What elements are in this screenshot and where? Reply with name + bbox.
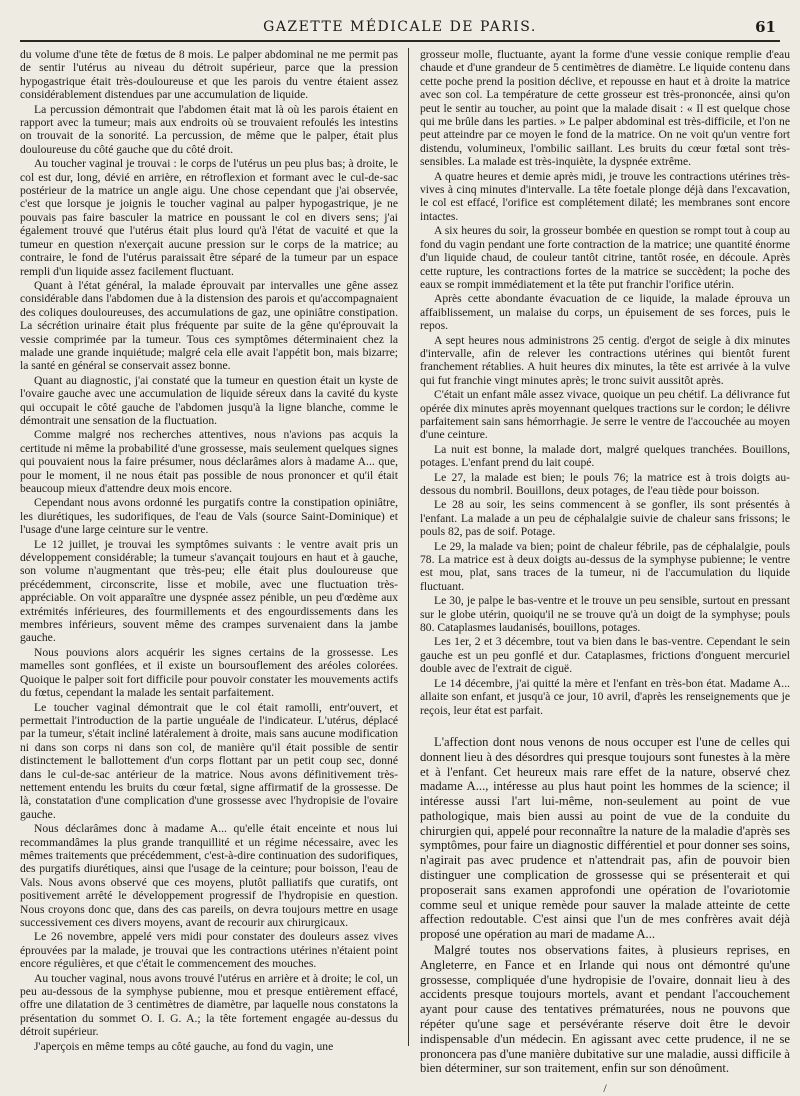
paragraph: Comme malgré nos recherches attentives, nous n'avions pas acquis la certitude ni même la probabilité d'une grossesse, mais seulement quelques signes qui pouvaient nous la faire présumer, nous déclarâmes alors à madame A... que, pour le moment, il ne nous était pas possible de nous prononcer et qu'il était beaucoup mieux d'attendre deux mois encore. [20,428,398,495]
paragraph: grosseur molle, fluctuante, ayant la forme d'une vessie conique remplie d'eau chaude et d'une grandeur de 5 centimètres de diamètre. Le liquide contenu dans cette poche prend la position déclive, et repousse en haut et à droite la matrice avec son col. La température de cette grosseur est très-prononcée, ainsi qu'on peut le sentir au toucher, au point que la malade disait : « Il est quelque chose qui me brûle dans les parties. » Le palper abdominal est très-difficile, et l'on ne peut atteindre par ce moyen le fond de la matrice. On ne voit qu'un ventre fort distendu, volumineux, l'ombilic saillant. Les bruits du cœur fœtal sont très-sensibles. La malade est très-inquiète, la dyspnée extrême. [420,48,790,169]
paragraph: Les 1er, 2 et 3 décembre, tout va bien dans le bas-ventre. Cependant le sein gauche est un peu gonflé et dur. Cataplasmes, frictions d'onguent mercuriel double avec de l'extrait de ciguë. [420,635,790,676]
paragraph: Quant au diagnostic, j'ai constaté que la tumeur en question était un kyste de l'ovaire gauche avec une accumulation de liquide séreux dans la cavité du kyste qui occupait le côté gauche de l'abdomen jusqu'à la ligne blanche, comme le démontrait une sensation de la fluctuation. [20,373,398,427]
end-mark: / [603,1081,607,1096]
paragraph: Le 12 juillet, je trouvai les symptômes suivants : le ventre avait pris un développement considérable; la tumeur s'avançait toujours en haut et à gauche, son volume n'augmentant que très-peu; elle était plus douloureuse que précédemment, circonscrite, lisse et mobile, avec une fluctuation très-appréciable. On voit apparaître une dyspnée assez pénible, un peu d'œdème aux extrémités inférieures, des fourmillements et des engourdissements dans les membres inférieurs, souvent même des crampes survenaient dans la jambe gauche. [20,537,398,645]
paragraph: La percussion démontrait que l'abdomen était mat là où les parois étaient en rapport avec la tumeur; mais aux endroits où se trouvaient refoulés les intestins on trouvait de la sonorité. La percussion, de même que le palper, était plus douloureuse du côté gauche que du côté droit. [20,102,398,156]
paragraph: Le toucher vaginal démontrait que le col était ramolli, entr'ouvert, et permettait l'introduction de la partie unguéale de l'indicateur. L'utérus, déplacé par la tumeur, s'était incliné latéralement à droite, mais sans aucune modification ni dans son corps ni dans son col, de manière qu'il était possible de sentir distinctement le ballottement d'un corps flottant par un petit coup sec, donné dans le cul-de-sac antérieur de la matrice. Nous avons définitivement très-nettement entendu les bruits du cœur fœtal, signe affirmatif de la grossesse. De là, constatation d'une complication d'une grossesse avec l'hydropisie de l'ovaire gauche. [20,700,398,821]
paragraph: Quant à l'état général, la malade éprouvait par intervalles une gêne assez considérable dans l'abdomen due à la distension des parois et qu'accompagnaient des coliques douloureuses, des accumulations de gaz, une opiniâtre constipation. La sécrétion urinaire était plus fréquente par suite de la gêne qu'éprouvait la vessie comprimée par la tumeur. Tous ces symptômes déterminaient chez la malade une grande inquiétude; malgré cela elle avait l'appétit bon, mais bizarre; la santé en général se conservait assez bonne. [20,278,398,373]
paragraph: Au toucher vaginal je trouvai : le corps de l'utérus un peu plus bas; à droite, le col est dur, long, dévié en arrière, en rétroflexion et formant avec le cul-de-sac postérieur de la matrice un angle aigu. Une chose cependant que j'ai observée, c'est que lorsque je joignis le toucher vaginal au palper hypogastrique, je ne pouvais pas faire basculer la matrice en poussant le col en divers sens; j'ai également trouvé que l'utérus était plus lourd qu'à l'état de vacuité et que la tumeur en question n'exerçait aucune pression sur le corps de la matrice; au contraire, le fond de l'utérus paraissait être séparé de la tumeur par un espace rempli d'un liquide assez facilement fluctuant. [20,157,398,278]
paragraph: Le 29, la malade va bien; point de chaleur fébrile, pas de céphalalgie, pouls 78. La matrice est à deux doigts au-dessus de la symphyse pubienne; le ventre est mou, plat, sans traces de la tumeur, ni de l'accumulation du liquide fluctuant. [420,539,790,593]
paragraph: Malgré toutes nos observations faites, à plusieurs reprises, en Angleterre, en Fance et en Irlande qui nous ont démontré qu'une grossesse, compliquée d'une hydropisie de l'ovaire, donnait lieu à des accidents presque toujours mortels, avant et pendant l'accouchement ayant pour cause des tentatives prématurées, nous ne pouvons que répéter qu'une sage et persévérante réserve doit être le devoir indispensable d'un médecin. En agissant avec cette prudence, il ne se prononcera pas d'une manière dubitative sur une maladie, aussi difficile à bien déterminer, sur son traitement, enfin sur son dénoûment. [420,943,790,1076]
paragraph: Cependant nous avons ordonné les purgatifs contre la constipation opiniâtre, les diurétiques, les sudorifiques, de l'eau de Vals (source Saint-Dominique) et l'usage d'une large ceinture sur le ventre. [20,496,398,537]
journal-title: GAZETTE MÉDICALE DE PARIS. [263,19,537,35]
paragraph: Au toucher vaginal, nous avons trouvé l'utérus en arrière et à droite; le col, un peu au-dessous de la symphyse pubienne, mou et presque entièrement effacé, offre une dilatation de 3 centimètres de diamètre, par laquelle nous constatons la présentation du sommet O. I. G. A.; la tête fortement engagée au-dessus du détroit supérieur. [20,971,398,1039]
paragraph: A quatre heures et demie après midi, je trouve les contractions utérines très-vives à cinq minutes d'intervalle. La tête foetale plonge déjà dans l'excavation, le col est effacé, l'orifice est complétement dilaté; les membranes sont encore intactes. [420,169,790,223]
paragraph: du volume d'une tête de fœtus de 8 mois. Le palper abdominal ne me permit pas de sentir l'utérus au niveau du détroit supérieur, parce que la pression hypogastrique était très-douloureuse et que les parois du ventre étaient assez considérablement distendues par une accumulation de liquide. [20,48,398,102]
paragraph: Nous pouvions alors acquérir les signes certains de la grossesse. Les mamelles sont gonflées, et il existe un boursouflement des aréoles colorées. Quoique le palper soit fort difficile pour pouvoir constater les mouvements actifs du fœtus, cependant la malade les sentait parfaitement. [20,645,398,700]
left-column [20,48,398,1058]
page-number: 61 [755,18,776,36]
paragraph: Le 28 au soir, les seins commencent à se gonfler, ils sont présentés à l'enfant. La malade a un peu de céphalalgie suivie de chaleur sans frissons; le pouls 82, pas de soif. Potage. [420,498,790,539]
paragraph: Nous déclarâmes donc à madame A... qu'elle était enceinte et nous lui recommandâmes la plus grande tranquillité et un régime nécessaire, avec les mêmes traitements que précédemment, c'est-à-dire continuation des sudorifiques, des purgatifs diurétiques, ainsi que l'usage de la ceinture; pour boisson, l'eau de Vals. Nous avons observé que ces moyens, plutôt palliatifs que curatifs, ont positivement arrêté le développement progressif de l'hydropisie en question. Nous croyons donc que, dans des cas pareils, on devra toujours mettre en usage successivement ces divers moyens, avant de recourir aux chirurgicaux. [20,822,398,929]
paragraph: Après cette abondante évacuation de ce liquide, la malade éprouva un affaiblissement, un malaise du corps, un épuisement de ses forces, puis le repos. [420,292,790,333]
page-header [20,14,780,42]
paragraph: Le 14 décembre, j'ai quitté la mère et l'enfant en très-bon état. Madame A... allaite son enfant, et jusqu'à ce jour, 10 avril, d'après les renseignements que je reçois, leur état est parfait. [420,676,790,717]
paragraph: La nuit est bonne, la malade dort, malgré quelques tranchées. Bouillons, potages. L'enfant prend du lait coupé. [420,442,790,470]
paragraph: A six heures du soir, la grosseur bombée en question se rompt tout à coup au fond du vagin pendant une forte contraction de la matrice; une quantité énorme d'un liquide chaud, de couleur tantôt citrine, tantôt rosée, en découle. Après cette rupture, les contractions fortes de la matrice se succèdent; la poche des eaux se rompit immédiatement et la tête put franchir l'orifice utérin. [420,224,790,291]
paragraph: L'affection dont nous venons de nous occuper est l'une de celles qui donnent lieu à des désordres qui presque toujours sont funestes à la mère et à l'enfant. Cet heureux mais rare effet de la nature, observé chez madame A..., intéresse au plus haut point les hommes de la science; il intéresse aussi l'art lui-même, non-seulement au point de vue pathologique, mais bien aussi au point de vue de la conduite du chirurgien qui, appelé pour reconnaître la nature de la maladie d'après ses symptômes, pour faire un diagnostic différentiel et pour donner ses soins, n'agirait pas avec prudence et n'attendrait pas, afin de pouvoir bien distinguer une complication de grossesse qui se présenterait et qui proposerait sans examen approfondi une opération de l'ovariotomie comme seul et unique remède pour sauver la malade atteinte de cette affection redoutable. C'est ainsi que l'un de mes confrères avait déjà proposé une opération au mari de madame A... [420,734,790,942]
paragraph: Le 27, la malade est bien; le pouls 76; la matrice est à trois doigts au-dessous du nombril. Bouillons, deux potages, de l'eau tiède pour boisson. [420,470,790,497]
paragraph: J'aperçois en même temps au côté gauche, au fond du vagin, une [34,1039,334,1053]
paragraph: Le 30, je palpe le bas-ventre et le trouve un peu sensible, surtout en pressant sur le globe utérin, quoiqu'il ne se trouve qu'à un doigt de la symphyse; pouls 80. Cataplasmes laudanisés, bouillons, potages. [420,594,790,635]
paragraph: C'était un enfant mâle assez vivace, quoique un peu chétif. La délivrance fut opérée dix minutes après moyennant quelques tractions sur le cordon; le délivre parfaitement sain sans hémorrhagie. Je serre le ventre de l'accouchée au moyen d'une ceinture. [420,388,790,442]
right-column [420,48,790,1096]
paragraph: A sept heures nous administrons 25 centig. d'ergot de seigle à dix minutes d'intervalle, afin de relever les contractions utérines qui bientôt furent franchement rétablies. A huit heures dix minutes, la tête est arrivée à la vulve qui fut franchie vingt minutes après; le tronc suivit aussitôt après. [420,333,790,387]
paragraph: Le 26 novembre, appelé vers midi pour constater des douleurs assez vives éprouvées par la malade, je trouvai que les contractions utérines n'étaient point encore régulières, et que c'était le commencement des mouches. [20,930,398,971]
column-divider [408,48,409,1046]
